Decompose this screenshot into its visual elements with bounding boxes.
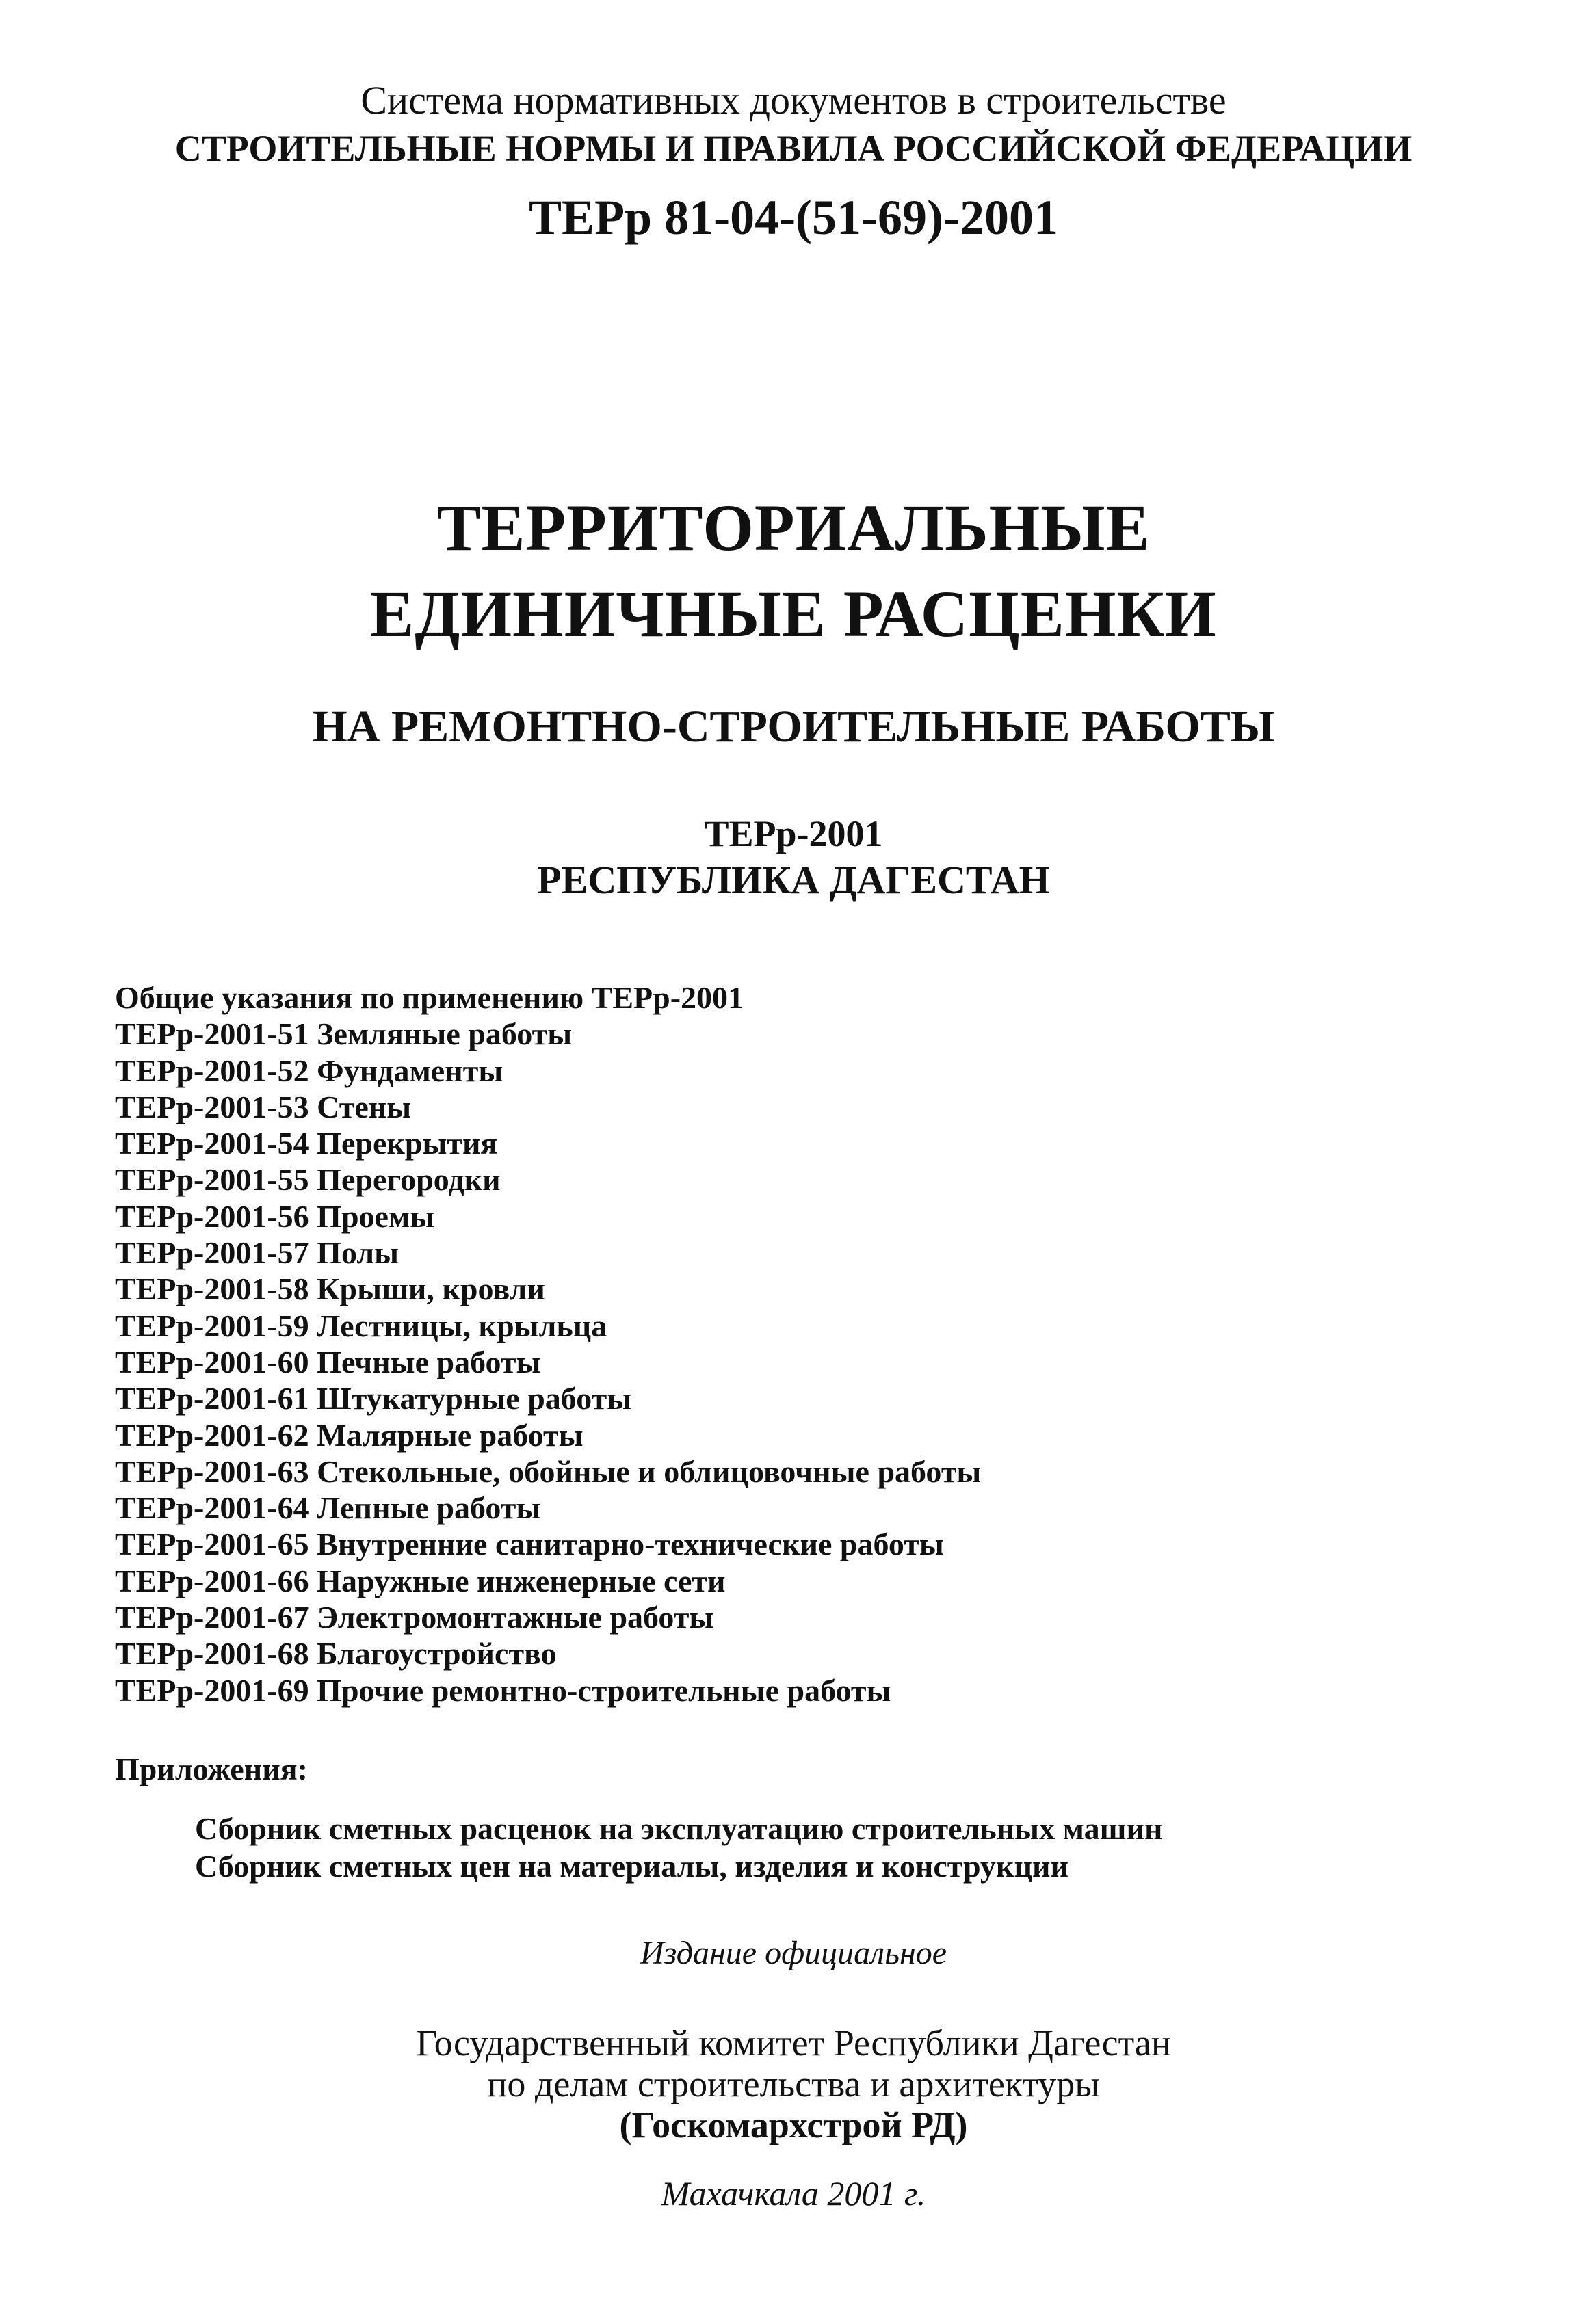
contents-list: [115, 979, 1415, 1708]
contents-item: ТЕРр-2001-59 Лестницы, крыльца: [115, 1308, 607, 1343]
appendices-list: [195, 1810, 1162, 1885]
contents-item: ТЕРр-2001-58 Крыши, кровли: [115, 1271, 545, 1307]
contents-item: ТЕРр-2001-62 Малярные работы: [115, 1417, 583, 1453]
publisher-line-1: Государственный комитет Республики Дагестан: [416, 2022, 1171, 2063]
contents-item: ТЕРр-2001-52 Фундаменты: [115, 1053, 503, 1088]
contents-item: ТЕРр-2001-51 Земляные работы: [115, 1016, 573, 1052]
main-title-line-1: ТЕРРИТОРИАЛЬНЫЕ: [436, 491, 1151, 564]
appendix-item: Сборник сметных расценок на эксплуатацию строительных машин: [195, 1811, 1163, 1846]
norms-series-title: СТРОИТЕЛЬНЫЕ НОРМЫ И ПРАВИЛА РОССИЙСКОЙ ФЕДЕРАЦИИ: [174, 128, 1413, 169]
contents-item: ТЕРр-2001-61 Штукатурные работы: [115, 1381, 632, 1416]
contents-item: ТЕРр-2001-53 Стены: [115, 1089, 412, 1124]
contents-item: ТЕРр-2001-67 Электромонтажные работы: [115, 1600, 714, 1635]
publisher-abbreviation: (Госкомархстрой РД): [619, 2104, 968, 2145]
contents-item: ТЕРр-2001-56 Проемы: [115, 1198, 435, 1234]
document-code: ТЕРр 81-04-(51-69)-2001: [529, 190, 1058, 245]
region-name: РЕСПУБЛИКА ДАГЕСТАН: [537, 858, 1050, 902]
appendices-heading: Приложения:: [115, 1752, 308, 1786]
edition-code: ТЕРр-2001: [704, 813, 883, 854]
contents-item: ТЕРр-2001-57 Полы: [115, 1235, 399, 1271]
main-subtitle: НА РЕМОНТНО-СТРОИТЕЛЬНЫЕ РАБОТЫ: [312, 702, 1275, 752]
appendix-item: Сборник сметных цен на материалы, изделия и конструкции: [195, 1849, 1068, 1884]
publisher-line-2: по делам строительства и архитектуры: [487, 2063, 1100, 2104]
contents-item: ТЕРр-2001-69 Прочие ремонтно-строительные работы: [115, 1672, 891, 1708]
edition-note: Издание официальное: [640, 1935, 947, 1971]
contents-item: ТЕРр-2001-65 Внутренние санитарно-технические работы: [115, 1527, 944, 1562]
contents-item: ТЕРр-2001-68 Благоустройство: [115, 1636, 557, 1672]
main-title-line-2: ЕДИНИЧНЫЕ РАСЦЕНКИ: [370, 577, 1217, 650]
contents-item: Общие указания по применению ТЕРр-2001: [115, 980, 744, 1015]
contents-item: ТЕРр-2001-54 Перекрытия: [115, 1126, 498, 1161]
series-name: Система нормативных документов в строительстве: [360, 78, 1227, 122]
contents-item: ТЕРр-2001-64 Лепные работы: [115, 1490, 541, 1526]
contents-item: ТЕРр-2001-63 Стекольные, обойные и облицовочные работы: [115, 1453, 982, 1489]
contents-item: ТЕРр-2001-60 Печные работы: [115, 1344, 541, 1379]
contents-item: ТЕРр-2001-66 Наружные инженерные сети: [115, 1563, 726, 1598]
contents-item: ТЕРр-2001-55 Перегородки: [115, 1162, 501, 1198]
place-and-year: Махачкала 2001 г.: [661, 2174, 926, 2213]
